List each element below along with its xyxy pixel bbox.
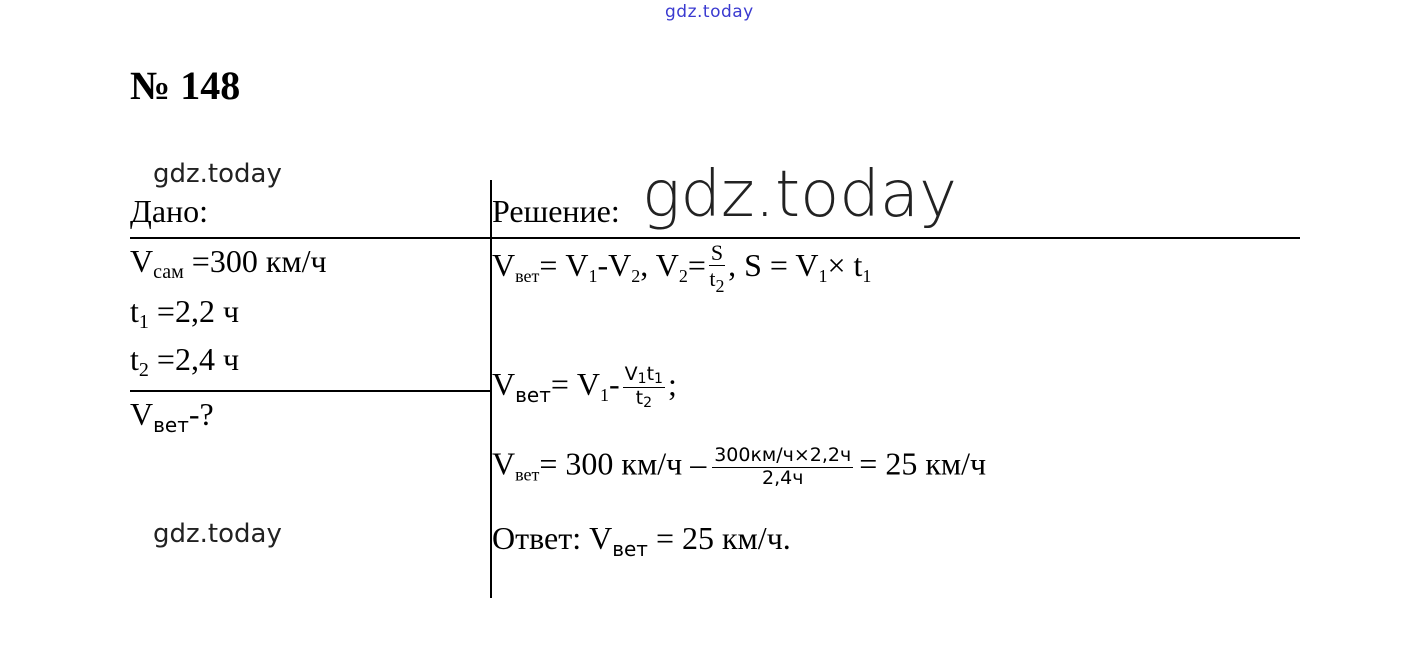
fraction-calculation: $\frac{300км/ч\times 2,2ч}{2,4ч}$ <box>714 444 852 489</box>
given-rule <box>130 390 491 392</box>
watermark-top: gdz.today <box>665 2 754 22</box>
watermark-left-lower: gdz.today <box>153 519 282 549</box>
formula-line-1: Vвет= V1-V2, V2= $\frac{S}{t_2}$ , S = V1× t1 <box>492 240 872 297</box>
formula-line-2: $V_{вет}= V1-$ $\frac{V1t1}{t2}$ ; <box>492 363 677 412</box>
problem-title: № 148 <box>130 63 241 108</box>
given-find: $V_{вет}-$? <box>130 396 214 437</box>
given-heading: Дано: <box>130 193 209 229</box>
given-v-sam: $V_{сам} =300$ км/ч <box>130 243 327 283</box>
answer-line: Ответ: $V_{вет} = 25$ км/ч. <box>492 520 791 561</box>
solution-heading: Решение: <box>492 193 620 229</box>
header-rule <box>130 237 1300 239</box>
watermark-left-upper: gdz.today <box>153 159 282 189</box>
given-t1: $t_1 =2,2$ ч <box>130 293 240 333</box>
formula-line-3: Vвет= 300 км/ч – $\frac{300км/ч\times 2,2ч}{2,4ч}$ = 25 км/ч <box>492 444 987 489</box>
watermark-solution-big: gdz.today <box>642 158 957 232</box>
given-t2: $t_2 =2,4$ ч <box>130 341 240 381</box>
fraction-v1t1-over-t2: $\frac{V1t1}{t2}$ <box>624 363 663 412</box>
fraction-s-over-t2: $\frac{S}{t_2}$ <box>709 240 725 297</box>
